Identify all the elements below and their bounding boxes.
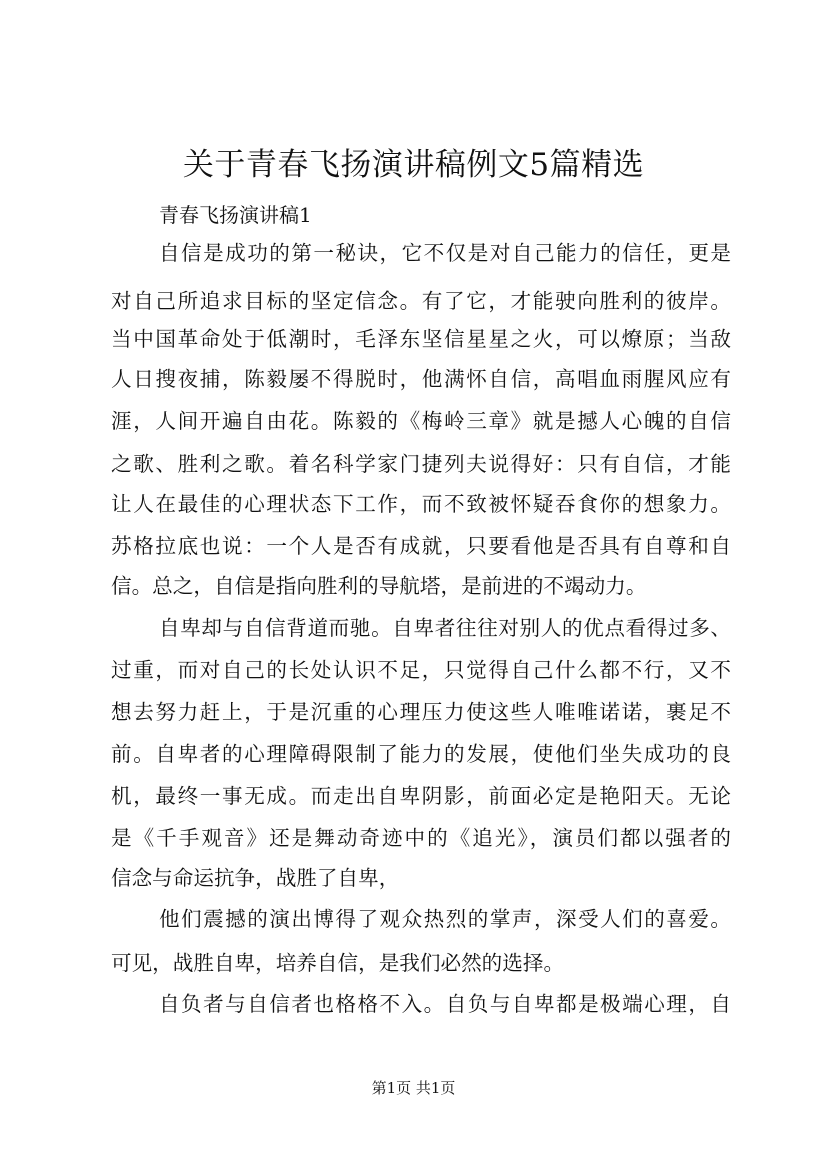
text-line: 信。总之，自信是指向胜利的导航塔，是前进的不竭动力。 [111, 574, 647, 598]
text-line: 他们震撼的演出博得了观众热烈的掌声，深受人们的喜爱。 [159, 907, 731, 931]
text-line: 当中国革命处于低潮时，毛泽东坚信星星之火，可以燎原；当敌 [111, 327, 731, 351]
text-line: 信念与命运抗争，战胜了自卑， [111, 866, 400, 890]
text-line: 对自己所追求目标的坚定信念。有了它，才能驶向胜利的彼岸。 [111, 289, 731, 313]
page-footer: 第1页 共1页 [371, 1079, 456, 1097]
text-line: 自负者与自信者也格格不入。自负与自卑都是极端心理，自 [159, 992, 731, 1016]
text-line: 想去努力赶上，于是沉重的心理压力使这些人唯唯诺诺，裹足不 [111, 700, 731, 724]
text-line: 过重，而对自己的长处认识不足，只觉得自己什么都不行，又不 [111, 658, 731, 682]
text-line: 涯，人间开遍自由花。陈毅的《梅岭三章》就是撼人心魄的自信 [111, 409, 731, 433]
text-line: 可见，战胜自卑，培养自信，是我们必然的选择。 [111, 951, 565, 975]
text-line: 之歌、胜利之歌。着名科学家门捷列夫说得好：只有自信，才能 [111, 452, 731, 476]
text-line: 自信是成功的第一秘诀，它不仅是对自己能力的信任，更是 [159, 241, 731, 265]
text-line: 自卑却与自信背道而驰。自卑者往往对别人的优点看得过多、 [159, 616, 731, 640]
document-title: 关于青春飞扬演讲稿例文5篇精选 [182, 147, 645, 183]
text-line: 机，最终一事无成。而走出自卑阴影，前面必定是艳阳天。无论 [111, 784, 731, 808]
text-line: 前。自卑者的心理障碍限制了能力的发展，使他们坐失成功的良 [111, 742, 731, 766]
text-line: 人日搜夜捕，陈毅屡不得脱时，他满怀自信，高唱血雨腥风应有 [111, 367, 731, 391]
text-line: 苏格拉底也说：一个人是否有成就，只要看他是否具有自尊和自 [111, 534, 731, 558]
section-heading: 青春飞扬演讲稿1 [159, 203, 312, 227]
text-line: 让人在最佳的心理状态下工作，而不致被怀疑吞食你的想象力。 [111, 492, 731, 516]
text-line: 是《千手观音》还是舞动奇迹中的《追光》，演员们都以强者的 [111, 826, 731, 850]
